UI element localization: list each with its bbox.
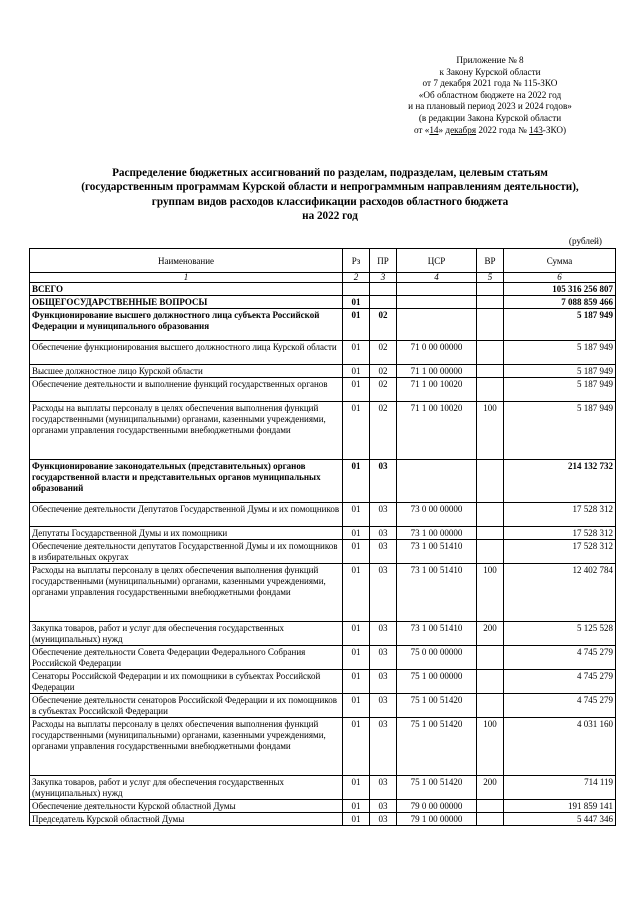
row-sum: 4 745 279 <box>504 670 616 694</box>
row-pr: 03 <box>370 540 397 564</box>
table-row <box>30 527 616 540</box>
row-csr: 75 1 00 51420 <box>397 718 477 776</box>
row-pr: 03 <box>370 670 397 694</box>
table-row <box>30 341 616 365</box>
column-number: 6 <box>504 273 616 283</box>
header-vr: ВР <box>477 249 504 273</box>
column-number: 4 <box>397 273 477 283</box>
appendix-day: 14 <box>429 124 439 135</box>
row-sum: 5 187 949 <box>504 402 616 460</box>
row-csr <box>397 460 477 503</box>
row-pr: 03 <box>370 718 397 776</box>
row-pr: 03 <box>370 813 397 826</box>
header-pr: ПР <box>370 249 397 273</box>
row-sum: 17 528 312 <box>504 527 616 540</box>
row-rz: 01 <box>343 527 370 540</box>
row-csr: 79 1 00 00000 <box>397 813 477 826</box>
row-pr <box>370 296 397 309</box>
row-rz: 01 <box>343 776 370 800</box>
row-rz: 01 <box>343 694 370 718</box>
row-sum: 17 528 312 <box>504 503 616 527</box>
row-sum: 5 187 949 <box>504 341 616 365</box>
row-csr <box>397 309 477 341</box>
header-csr: ЦСР <box>397 249 477 273</box>
table-row <box>30 670 616 694</box>
row-name: Обеспечение деятельности и выполнение функций государственных органов <box>30 378 343 402</box>
row-vr <box>477 813 504 826</box>
row-vr: 100 <box>477 718 504 776</box>
budget-table <box>29 248 616 826</box>
row-name: Обеспечение деятельности Совета Федерации Федерального Собрания Российской Федерации <box>30 646 343 670</box>
title-line: Распределение бюджетных ассигнований по разделам, подразделам, целевым статьям <box>112 167 548 179</box>
table-row <box>30 800 616 813</box>
row-sum: 5 187 949 <box>504 365 616 378</box>
table-row <box>30 402 616 460</box>
row-pr: 02 <box>370 378 397 402</box>
row-rz: 01 <box>343 460 370 503</box>
row-csr: 73 1 00 51410 <box>397 622 477 646</box>
row-sum: 5 447 346 <box>504 813 616 826</box>
appendix-line <box>370 125 610 137</box>
row-rz: 01 <box>343 622 370 646</box>
row-name: Председатель Курской областной Думы <box>30 813 343 826</box>
row-pr: 03 <box>370 503 397 527</box>
column-number: 1 <box>30 273 343 283</box>
table-body <box>30 283 616 826</box>
table-row <box>30 309 616 341</box>
row-sum: 17 528 312 <box>504 540 616 564</box>
row-vr: 200 <box>477 622 504 646</box>
row-sum: 4 745 279 <box>504 646 616 670</box>
appendix-month: декабря <box>445 124 477 135</box>
row-pr: 03 <box>370 527 397 540</box>
appendix-text: от « <box>413 124 430 135</box>
row-rz: 01 <box>343 646 370 670</box>
row-name: Обеспечение деятельности депутатов Государственной Думы и их помощников в избирательных округах <box>30 540 343 564</box>
table-row <box>30 622 616 646</box>
row-rz: 01 <box>343 341 370 365</box>
appendix-line: к Закону Курской области <box>439 66 541 77</box>
row-name: Функционирование высшего должностного лица субъекта Российской Федерации и муниципального образования <box>30 309 343 341</box>
appendix-text: -ЗКО) <box>542 124 567 135</box>
table-row <box>30 564 616 622</box>
title-line: группам видов расходов классификации расходов областного бюджета <box>151 195 509 208</box>
table-row <box>30 813 616 826</box>
row-rz: 01 <box>343 670 370 694</box>
table-row <box>30 776 616 800</box>
row-vr <box>477 503 504 527</box>
header-name: Наименование <box>30 249 343 273</box>
row-vr: 100 <box>477 564 504 622</box>
row-csr: 79 0 00 00000 <box>397 800 477 813</box>
row-csr <box>397 296 477 309</box>
row-rz: 01 <box>343 402 370 460</box>
row-pr: 02 <box>370 341 397 365</box>
row-pr: 02 <box>370 309 397 341</box>
row-rz: 01 <box>343 800 370 813</box>
row-sum: 5 125 528 <box>504 622 616 646</box>
row-name: Функционирование законодательных (представительных) органов государственной власти и представительных органов муниципальных образований <box>30 460 343 503</box>
row-name: Закупка товаров, работ и услуг для обеспечения государственных (муниципальных) нужд <box>30 776 343 800</box>
row-vr <box>477 694 504 718</box>
row-name: ВСЕГО <box>30 283 343 296</box>
row-csr: 71 1 00 10020 <box>397 402 477 460</box>
row-pr: 02 <box>370 365 397 378</box>
row-vr <box>477 341 504 365</box>
row-name: ОБЩЕГОСУДАРСТВЕННЫЕ ВОПРОСЫ <box>30 296 343 309</box>
row-vr <box>477 460 504 503</box>
column-number: 5 <box>477 273 504 283</box>
row-sum: 7 088 859 466 <box>504 296 616 309</box>
appendix-text: » <box>438 124 446 135</box>
column-number: 2 <box>343 273 370 283</box>
row-csr: 75 1 00 00000 <box>397 670 477 694</box>
appendix-text: 2022 года № <box>476 124 530 135</box>
document-title <box>30 166 630 224</box>
row-rz: 01 <box>343 296 370 309</box>
appendix-line: (в редакции Закона Курской области <box>418 112 562 123</box>
row-name: Обеспечение деятельности сенаторов Российской Федерации и их помощников в субъектах Российской Федерации <box>30 694 343 718</box>
row-pr: 03 <box>370 564 397 622</box>
row-pr: 03 <box>370 776 397 800</box>
row-name: Высшее должностное лицо Курской области <box>30 365 343 378</box>
table-row <box>30 718 616 776</box>
row-sum: 191 859 141 <box>504 800 616 813</box>
column-number-row <box>30 273 616 283</box>
table-row <box>30 503 616 527</box>
row-pr: 03 <box>370 460 397 503</box>
row-csr: 71 0 00 00000 <box>397 341 477 365</box>
row-name: Обеспечение деятельности Курской областной Думы <box>30 800 343 813</box>
row-vr: 200 <box>477 776 504 800</box>
row-name: Сенаторы Российской Федерации и их помощники в субъектах Российской Федерации <box>30 670 343 694</box>
row-rz: 01 <box>343 378 370 402</box>
row-pr <box>370 283 397 296</box>
appendix-line: и на плановый период 2023 и 2024 годов» <box>408 101 572 112</box>
table-row <box>30 540 616 564</box>
row-vr <box>477 646 504 670</box>
row-rz: 01 <box>343 813 370 826</box>
row-csr: 73 1 00 00000 <box>397 527 477 540</box>
row-name: Депутаты Государственной Думы и их помощники <box>30 527 343 540</box>
row-vr: 100 <box>477 402 504 460</box>
row-rz: 01 <box>343 503 370 527</box>
row-name: Расходы на выплаты персоналу в целях обеспечения выполнения функций государственными (муниципальными) органами, казенными учреждениями, органами управления государственными внебюджетными фондами <box>30 564 343 622</box>
row-vr <box>477 670 504 694</box>
row-rz: 01 <box>343 718 370 776</box>
row-sum: 12 402 784 <box>504 564 616 622</box>
appendix-line: «Об областном бюджете на 2022 год <box>418 89 562 100</box>
table-header-row <box>30 249 616 273</box>
appendix-note <box>370 55 610 136</box>
column-number: 3 <box>370 273 397 283</box>
header-sum: Сумма <box>504 249 616 273</box>
row-csr: 71 1 00 10020 <box>397 378 477 402</box>
row-vr <box>477 309 504 341</box>
row-name: Расходы на выплаты персоналу в целях обеспечения выполнения функций государственными (муниципальными) органами, казенными учреждениями, органами управления государственными внебюджетными фондами <box>30 402 343 460</box>
row-sum: 214 132 732 <box>504 460 616 503</box>
table-row <box>30 296 616 309</box>
row-csr: 75 0 00 00000 <box>397 646 477 670</box>
title-line: (государственным программам Курской области и непрограммным направлениям деятельности), <box>81 181 579 194</box>
row-sum: 4 031 160 <box>504 718 616 776</box>
row-vr <box>477 800 504 813</box>
row-vr <box>477 283 504 296</box>
row-sum: 714 119 <box>504 776 616 800</box>
row-csr: 73 1 00 51410 <box>397 540 477 564</box>
appendix-line: Приложение № 8 <box>456 55 524 65</box>
unit-label: (рублей) <box>568 236 602 246</box>
row-pr: 03 <box>370 800 397 813</box>
table-row <box>30 283 616 296</box>
row-sum: 4 745 279 <box>504 694 616 718</box>
table-row <box>30 646 616 670</box>
row-csr: 73 0 00 00000 <box>397 503 477 527</box>
table-row <box>30 460 616 503</box>
table-row <box>30 365 616 378</box>
row-pr: 02 <box>370 402 397 460</box>
row-csr <box>397 283 477 296</box>
row-csr: 75 1 00 51420 <box>397 694 477 718</box>
row-name: Обеспечение функционирования высшего должностного лица Курской области <box>30 341 343 365</box>
row-vr <box>477 365 504 378</box>
row-pr: 03 <box>370 622 397 646</box>
table-row <box>30 694 616 718</box>
row-name: Обеспечение деятельности Депутатов Государственной Думы и их помощников <box>30 503 343 527</box>
row-pr: 03 <box>370 694 397 718</box>
row-name: Закупка товаров, работ и услуг для обеспечения государственных (муниципальных) нужд <box>30 622 343 646</box>
row-rz: 01 <box>343 564 370 622</box>
row-name: Расходы на выплаты персоналу в целях обеспечения выполнения функций государственными (муниципальными) органами, казенными учреждениями, органами управления государственными внебюджетными фондами <box>30 718 343 776</box>
row-vr <box>477 540 504 564</box>
row-vr <box>477 527 504 540</box>
row-csr: 71 1 00 00000 <box>397 365 477 378</box>
row-rz: 01 <box>343 365 370 378</box>
appendix-law-number: 143 <box>529 124 543 135</box>
row-vr <box>477 296 504 309</box>
row-csr: 73 1 00 51410 <box>397 564 477 622</box>
row-rz: 01 <box>343 309 370 341</box>
row-rz <box>343 283 370 296</box>
row-pr: 03 <box>370 646 397 670</box>
row-sum: 105 316 256 807 <box>504 283 616 296</box>
table-row <box>30 378 616 402</box>
appendix-line: от 7 декабря 2021 года № 115-ЗКО <box>422 78 558 89</box>
row-csr: 75 1 00 51420 <box>397 776 477 800</box>
row-sum: 5 187 949 <box>504 378 616 402</box>
header-rz: Рз <box>343 249 370 273</box>
row-vr <box>477 378 504 402</box>
row-rz: 01 <box>343 540 370 564</box>
title-line: на 2022 год <box>302 210 358 223</box>
row-sum: 5 187 949 <box>504 309 616 341</box>
